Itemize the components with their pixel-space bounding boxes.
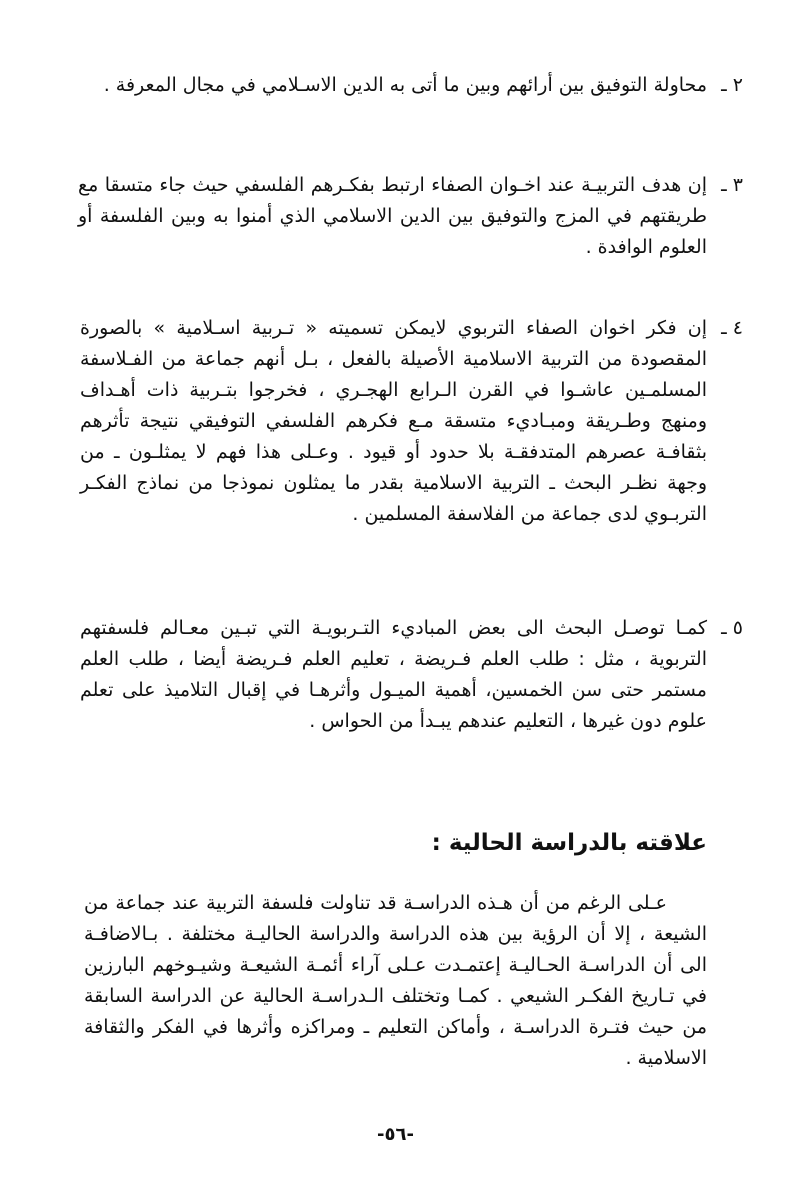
- list-item-4: [80, 313, 743, 530]
- list-item-5: [80, 613, 743, 737]
- page-number: -٥٦-: [377, 1124, 414, 1145]
- list-item-number: ٢ ـ: [721, 74, 743, 96]
- list-item-text: كمـا توصـل البحث الى بعض المباديء التـربويـة التي تبـين معـالم فلسفتهم التربوية ، مثل : طلب العلم فـريضة ، تعليم العلم فـريضة أيضا ، طلب العلم مستمر حتى سن الخمسين، أهمية الميـول وأثرهـا في إقبال التلاميذ على تعلم علوم دون غيرها ، التعليم عندهم يبـدأ من الحواس .: [80, 617, 707, 732]
- list-item-3: [78, 170, 743, 263]
- list-item-2: [90, 70, 743, 101]
- list-item-number: ٤ ـ: [721, 317, 743, 339]
- section-paragraph: عـلى الرغم من أن هـذه الدراسـة قد تناولت فلسفة التربية عند جماعة من الشيعة ، إلا أن الرؤية بين هذه الدراسة والدراسة الحاليـة مختلفة . بـالاضافـة الى أن الدراسـة الحـاليـة إعتمـدت عـلى آراء أئمـة الشيعـة وشيـوخهم البارزين في تـاريخ الفكـر الشيعي . كمـا وتختلف الـدراسـة الحالية عن الدراسة السابقة من حيث فتـرة الدراسـة ، وأماكن التعليم ـ ومراكزه وأثرها في الفكر والثقافة الاسلامية .: [84, 892, 707, 1069]
- section-heading: علاقته بالدراسة الحالية :: [431, 830, 707, 856]
- list-item-number: ٥ ـ: [721, 617, 743, 639]
- list-item-text: إن هدف التربيـة عند اخـوان الصفاء ارتبط بفكـرهم الفلسفي حيث جاء متسقا مع طريقتهم في المزج والتوفيق بين الدين الاسلامي الذي أمنوا به وبين الفلسفة أو العلوم الوافدة .: [78, 174, 707, 258]
- list-item-text: إن فكر اخوان الصفاء التربوي لايمكن تسميته « تـربية اسـلامية » بالصورة المقصودة من التربية الاسلامية الأصيلة بالفعل ، بـل أنهم جماعة من الفـلاسفة المسلمـين عاشـوا في القرن الـرابع الهجـري ، فخرجوا بتـربية ذات أهـداف ومنهج وطـريقة ومبـاديء متسقة مـع فكرهم الفلسفي التوفيقي نتيجة تأثرهم بثقافـة عصرهم المتدفقـة بلا حدود أو قيود . وعـلى هذا فهم لا يمثلـون ـ من وجهة نظـر البحث ـ التربية الاسلامية بقدر ما يمثلون نموذجا من نماذج الفكـر التربـوي لدى جماعة من الفلاسفة المسلمين .: [80, 317, 707, 525]
- list-item-text: محاولة التوفيق بين أرائهم وبين ما أتى به الدين الاسـلامي في مجال المعرفة .: [103, 74, 707, 96]
- list-item-number: ٣ ـ: [721, 174, 743, 196]
